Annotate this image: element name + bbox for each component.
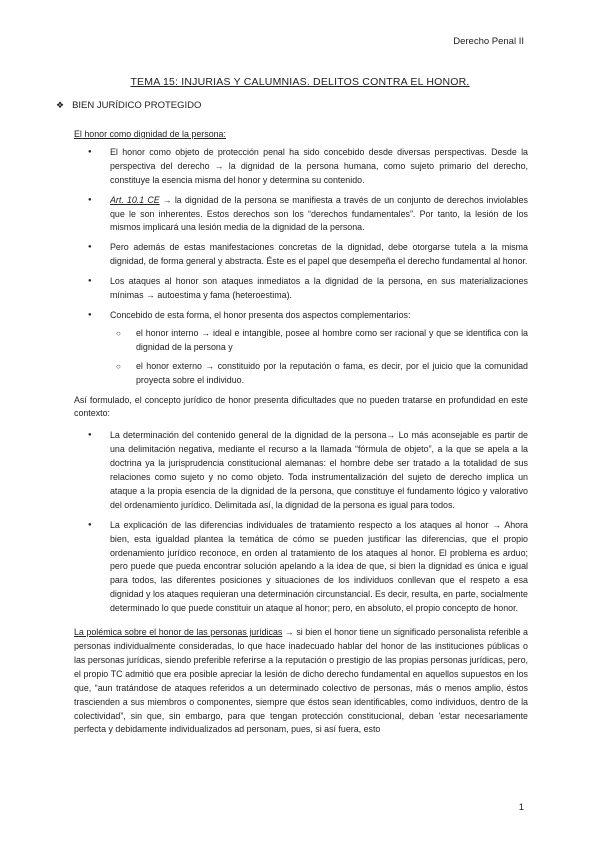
list-item-text: → la dignidad de la persona se manifiesta a través de un conjunto de derechos inviolables que le son inherentes. Estos derechos son los “derechos fundamentales”. Por tanto, la lesión de los mismos implicará una lesión media de la dignidad de la persona. <box>110 194 528 233</box>
sub-list-item-text: el honor externo → constituido por la reputación o fama, es decir, por el juicio que la comunidad proyecta sobre el individuo. <box>136 360 528 385</box>
page-title: TEMA 15: INJURIAS Y CALUMNIAS. DELITOS CONTRA EL HONOR. <box>130 76 470 88</box>
paragraph-formulado: Así formulado, el concepto jurídico de honor presenta dificultades que no pueden tratarse en profundidad en este contexto: <box>74 394 528 419</box>
course-header: Derecho Penal II <box>453 36 524 47</box>
list-item <box>74 194 528 236</box>
list-item <box>74 519 528 616</box>
page-number: 1 <box>518 802 524 813</box>
honor-dignidad-list <box>74 146 528 388</box>
section-heading <box>56 100 201 111</box>
document-body <box>74 128 528 745</box>
list-item-text: Los ataques al honor son ataques inmediatos a la dignidad de la persona, en sus materializaciones mínimas → autoestima y fama (heteroestima). <box>110 276 528 301</box>
list-item <box>74 309 528 388</box>
subheading-text: El honor como dignidad de la persona <box>74 129 224 139</box>
polemica-text: → si bien el honor tiene un significado personalista referible a personas individualmente consideradas, lo que hace inadecuado hablar del honor de las instituciones públicas o las personas jurídicas, siendo preferible referirse a la reputación o prestigio de las propias personas jurídicas, pero, el propio TC admitió que era posible apreciar la lesión de dicho derecho fundamental en aquellos supuestos en los que, “aun tratándose de ataques referidos a un determinado colectivo de personas, más o menos amplio, éstos trascienden a sus miembros o componentes, siempre que éstos sean identificables, como individuos, dentro de la colectividad”, sin que, sin embargo, para que tengan protección constitucional, deban 'estar necesariamente perfecta y debidamente individualizados ad personam, pues, si así fuera, esto <box>74 627 528 735</box>
subheading-colon: : <box>223 129 226 139</box>
subheading-honor-dignidad <box>74 128 528 142</box>
sub-list-item-text: el honor interno → ideal e intangible, posee al hombre como ser racional y que se identifica con la dignidad de la persona y <box>136 327 528 352</box>
aspects-sublist <box>110 327 528 388</box>
article-reference: Art. 10.1 CE <box>110 194 160 205</box>
list-item-text: La determinación del contenido general de la dignidad de la persona→ Lo más aconsejable es partir de una delimitación negativa, mediante el recurso a la llamada “fórmula de objeto”, a la que se apela a la doctrina ya la jurisprudencia constitucional alemanas: el hombre debe ser tratado a la totalidad de sus relaciones como sujeto y no como objeto. Toda instrumentalización del sujeto de derecho implica un ataque a la propia esencia de la dignidad de la persona, que constituye el fundamento lógico y valorativo del ordenamiento jurídico. Delimitada así, la dignidad de la persona es igual para todos. <box>110 430 528 510</box>
list-item <box>74 275 528 303</box>
difficulties-list <box>74 429 528 616</box>
section-heading-label: BIEN JURÍDICO PROTEGIDO <box>72 100 202 111</box>
sub-list-item <box>110 360 528 388</box>
list-item <box>74 241 528 269</box>
sub-list-item <box>110 327 528 355</box>
polemica-lead: La polémica sobre el honor de las personas jurídicas <box>74 627 283 638</box>
list-item <box>74 146 528 188</box>
list-item-text: El honor como objeto de protección penal ha sido concebido desde diversas perspectivas. Desde la perspectiva del derecho → la dignidad de la persona humana, como sujeto primario del derecho, constituye la esencia misma del honor y determina su contenido. <box>110 146 528 185</box>
list-item-text: Pero además de estas manifestaciones concretas de la dignidad, debe otorgarse tutela a la misma dignidad, de forma general y abstracta. Éste es el papel que desempeña el derecho fundamental al honor. <box>110 242 528 267</box>
list-item-text: Concebido de esta forma, el honor presenta dos aspectos complementarios: <box>110 309 411 320</box>
list-item-text: La explicación de las diferencias individuales de tratamiento respecto a los ataques al honor → Ahora bien, esta igualdad plantea la temática de cómo se pueden justificar las diferencias, que el propio ordenamiento jurídico reconoce, en orden al tratamiento de los ataques al honor. El problema es arduo; pero puede que pueda encontrar solución apelando a la idea de que, si bien la dignidad es única e igual para todos, las diferentes posiciones y situaciones de los individuos conllevan que el respeto a esa dignidad y los ataques requieran una determinación circunstancial. Es decir, resulta, en parte, socialmente determinado lo que puede constituir un ataque al honor; pero, en absoluto, el propio concepto de honor. <box>110 519 528 614</box>
list-item <box>74 429 528 512</box>
diamond-bullet-icon: ❖ <box>56 100 65 110</box>
paragraph-polemica <box>74 626 528 737</box>
